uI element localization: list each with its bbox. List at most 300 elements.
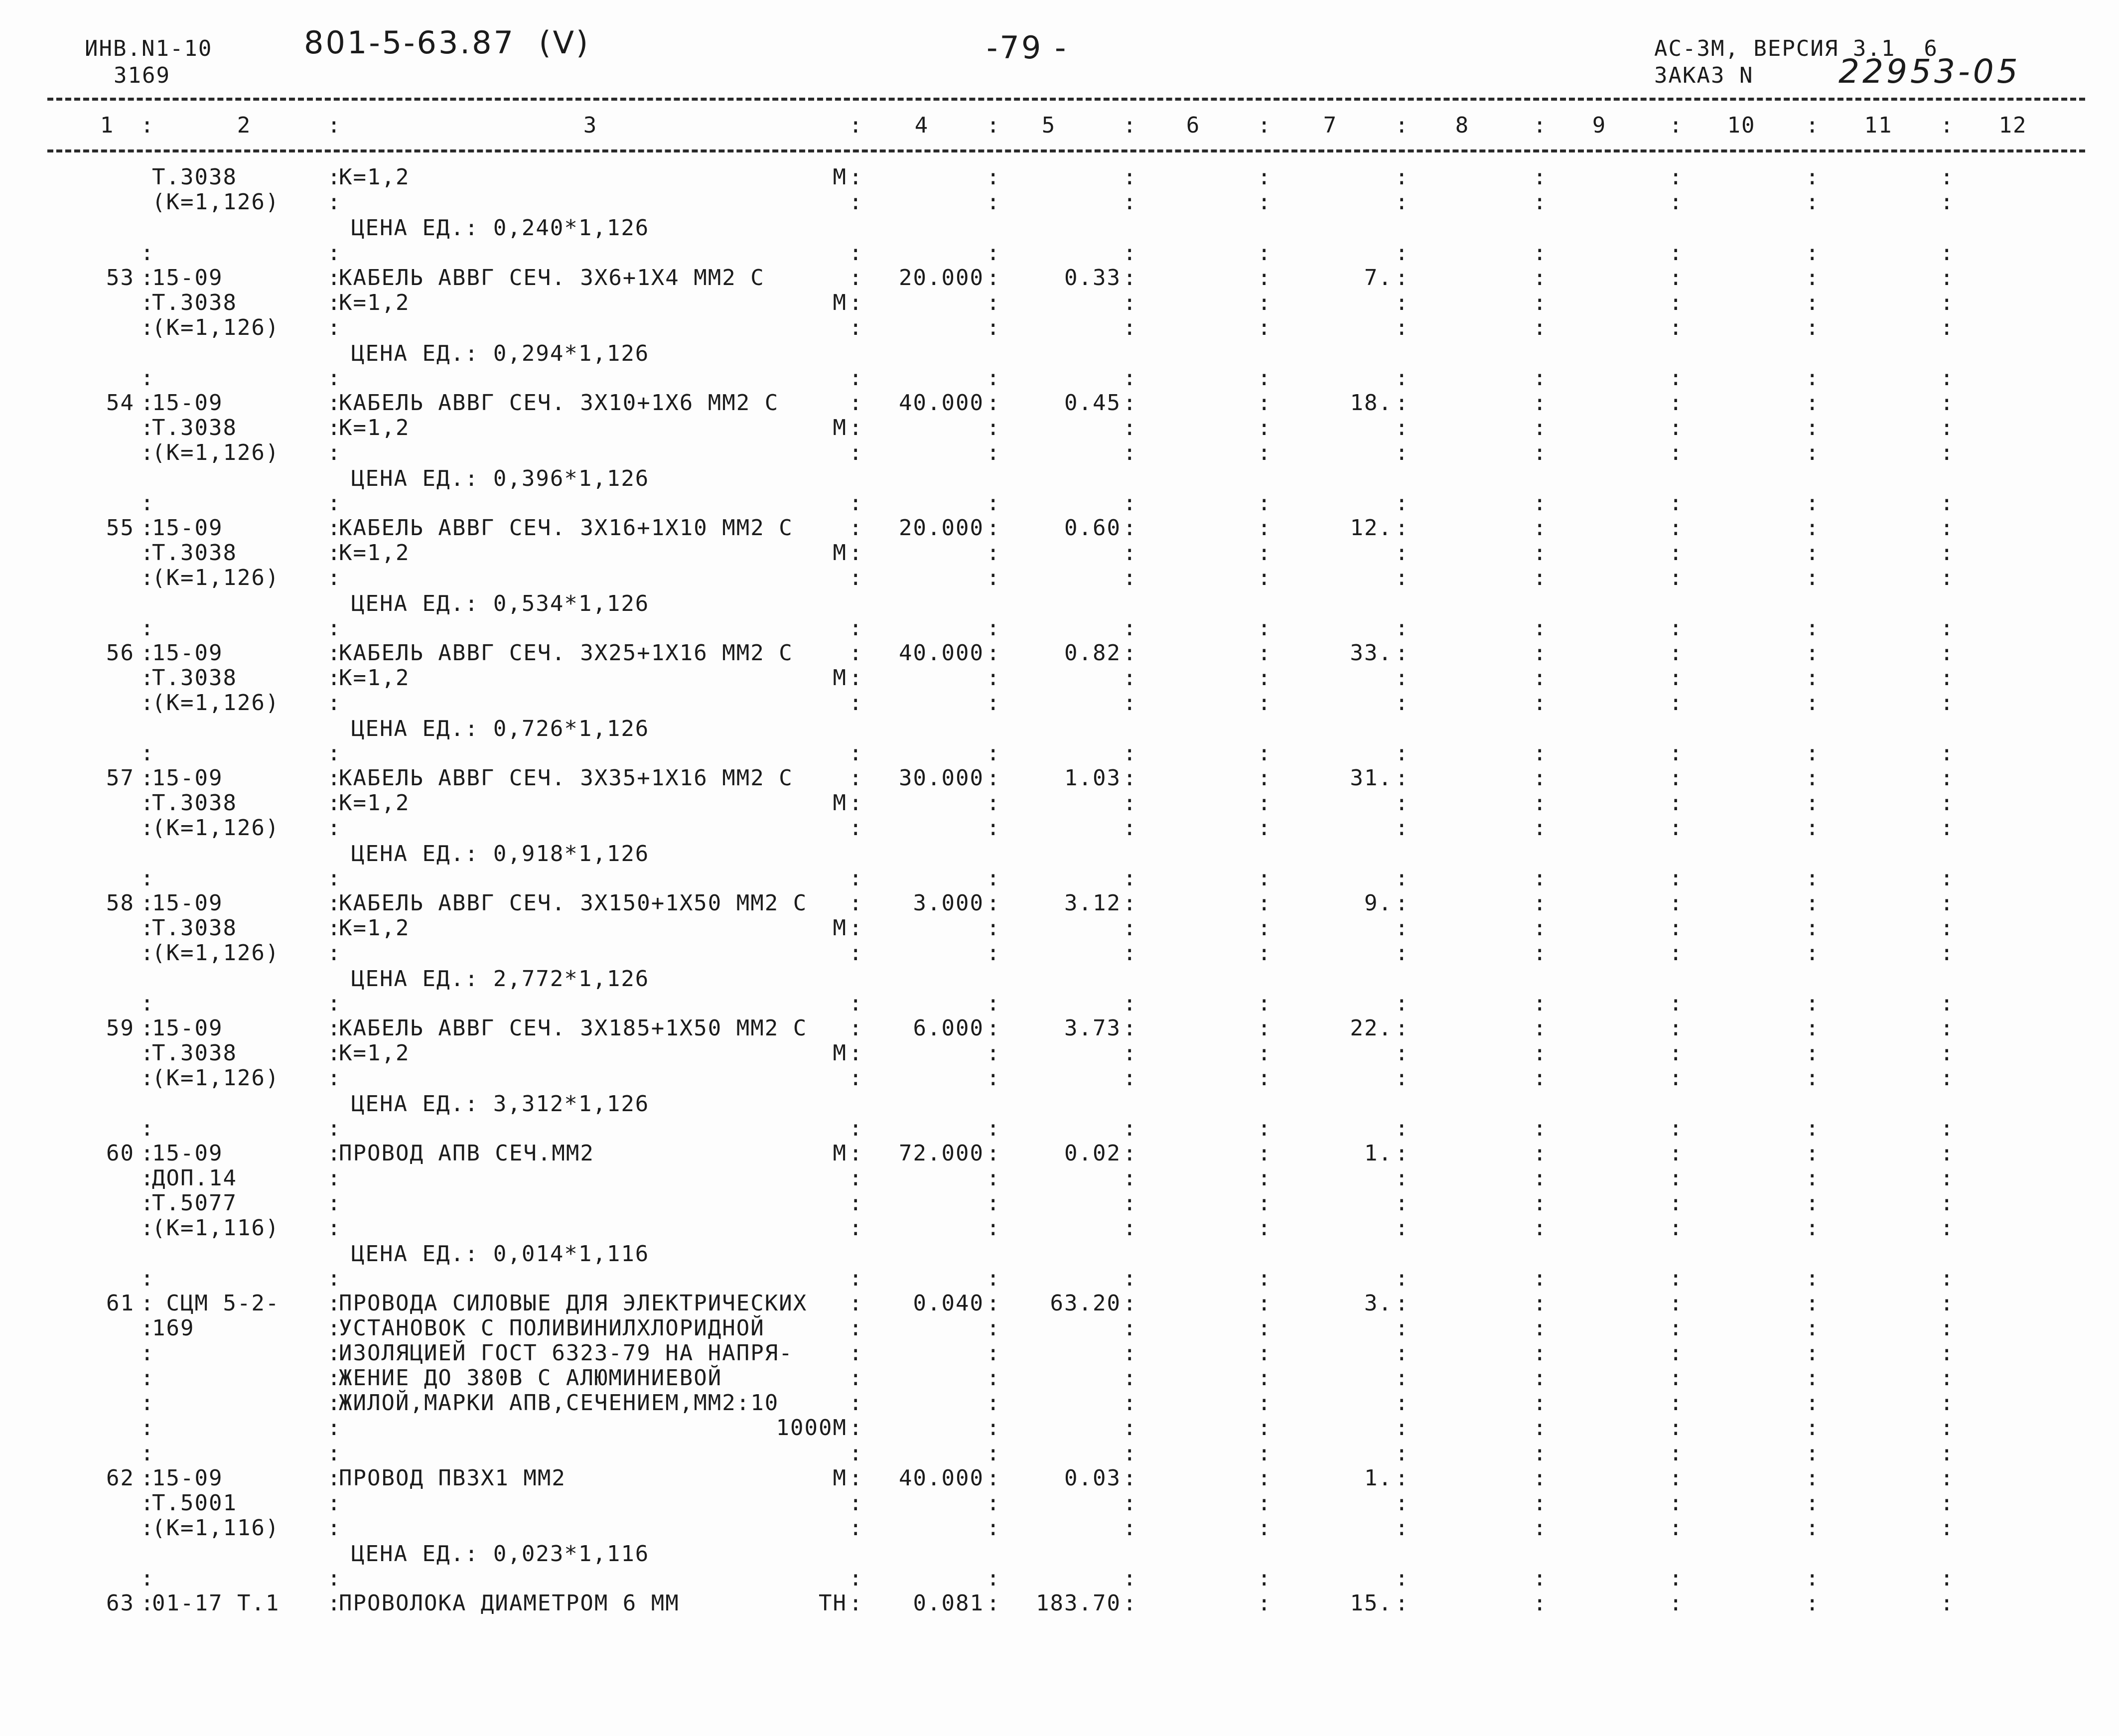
column-separator: : bbox=[1669, 265, 1684, 290]
column-separator: : bbox=[1258, 640, 1272, 666]
column-separator: : bbox=[141, 1490, 155, 1516]
column-separator: : bbox=[1395, 113, 1410, 138]
resource-code: (К=1,126) bbox=[152, 940, 280, 966]
column-separator: : bbox=[987, 1215, 1001, 1241]
column-separator: : bbox=[987, 866, 1001, 891]
column-separator: : bbox=[1123, 490, 1137, 516]
item-description: К=1,2 bbox=[339, 415, 410, 440]
column-separator: : bbox=[1940, 1465, 1955, 1491]
column-header-5: 5 bbox=[1041, 113, 1056, 138]
column-separator: : bbox=[1806, 164, 1820, 190]
column-separator: : bbox=[849, 1566, 863, 1591]
column-separator: : bbox=[327, 1315, 342, 1341]
column-separator: : bbox=[1533, 565, 1548, 590]
column-separator: : bbox=[1940, 440, 1955, 465]
column-separator: : bbox=[1123, 1340, 1137, 1366]
column-separator: : bbox=[1806, 1365, 1820, 1391]
inventory-number: ИНВ.N1-10 bbox=[85, 36, 213, 61]
item-description: ИЗОЛЯЦИЕЙ ГОСТ 6323-79 НА НАПРЯ- bbox=[339, 1340, 793, 1366]
column-separator: : bbox=[987, 1266, 1001, 1291]
item-description: К=1,2 bbox=[339, 1040, 410, 1066]
unit-of-measure: М bbox=[833, 665, 847, 691]
column-separator: : bbox=[1669, 1165, 1684, 1191]
column-separator: : bbox=[987, 1566, 1001, 1591]
column-separator: : bbox=[1533, 690, 1548, 716]
column-separator: : bbox=[1533, 1515, 1548, 1541]
column-separator: : bbox=[141, 1390, 155, 1416]
column-separator: : bbox=[849, 940, 863, 966]
row-number: 57 bbox=[106, 765, 135, 791]
column-separator: : bbox=[1258, 790, 1272, 816]
row-number: 54 bbox=[106, 390, 135, 416]
column-separator: : bbox=[1940, 315, 1955, 340]
column-separator: : bbox=[1669, 1266, 1684, 1291]
column-separator: : bbox=[1258, 1415, 1272, 1441]
column-separator: : bbox=[1669, 1040, 1684, 1066]
column-separator: : bbox=[1123, 1315, 1137, 1341]
unit-price-note: ЦЕНА ЕД.: 0,240*1,126 bbox=[351, 215, 650, 241]
resource-code: Т.5077 bbox=[152, 1190, 237, 1216]
column-separator: : bbox=[1123, 1116, 1137, 1141]
column-separator: : bbox=[327, 315, 342, 340]
column-separator: : bbox=[1669, 1441, 1684, 1466]
column-separator: : bbox=[1940, 815, 1955, 841]
column-separator: : bbox=[1258, 740, 1272, 766]
column-separator: : bbox=[1395, 390, 1410, 416]
column-separator: : bbox=[1940, 740, 1955, 766]
column-separator: : bbox=[1806, 1116, 1820, 1141]
unit-price-note: ЦЕНА ЕД.: 2,772*1,126 bbox=[351, 966, 650, 992]
column-separator: : bbox=[1258, 1566, 1272, 1591]
column-separator: : bbox=[1395, 1040, 1410, 1066]
column-separator: : bbox=[141, 915, 155, 941]
column-separator: : bbox=[1940, 189, 1955, 215]
column-separator: : bbox=[1669, 1515, 1684, 1541]
column-separator: : bbox=[987, 1490, 1001, 1516]
column-separator: : bbox=[849, 1065, 863, 1091]
column-separator: : bbox=[1258, 415, 1272, 440]
column-separator: : bbox=[1258, 490, 1272, 516]
column-separator: : bbox=[1533, 1441, 1548, 1466]
column-separator: : bbox=[849, 415, 863, 440]
column-header-4: 4 bbox=[914, 113, 929, 138]
column-separator: : bbox=[1258, 390, 1272, 416]
column-separator: : bbox=[1669, 415, 1684, 440]
column-separator: : bbox=[1395, 1165, 1410, 1191]
column-separator: : bbox=[987, 890, 1001, 916]
column-separator: : bbox=[849, 1141, 863, 1166]
unit-price: 0.33 bbox=[1064, 265, 1121, 290]
column-separator: : bbox=[141, 113, 155, 138]
column-separator: : bbox=[327, 113, 342, 138]
column-separator: : bbox=[1940, 1165, 1955, 1191]
column-separator: : bbox=[327, 1040, 342, 1066]
column-separator: : bbox=[987, 1591, 1001, 1616]
column-separator: : bbox=[987, 1165, 1001, 1191]
column-separator: : bbox=[141, 1365, 155, 1391]
column-separator: : bbox=[1123, 940, 1137, 966]
column-separator: : bbox=[1940, 690, 1955, 716]
column-separator: : bbox=[1258, 665, 1272, 691]
column-separator: : bbox=[141, 740, 155, 766]
column-separator: : bbox=[1940, 940, 1955, 966]
unit-price: 0.45 bbox=[1064, 390, 1121, 416]
column-separator: : bbox=[1395, 1515, 1410, 1541]
column-separator: : bbox=[849, 790, 863, 816]
column-separator: : bbox=[1123, 1165, 1137, 1191]
column-separator: : bbox=[327, 1365, 342, 1391]
column-separator: : bbox=[141, 866, 155, 891]
resource-code: (К=1,126) bbox=[152, 565, 280, 590]
column-separator: : bbox=[1533, 915, 1548, 941]
column-separator: : bbox=[327, 790, 342, 816]
item-description: ЖЕНИЕ ДО 380В С АЛЮМИНИЕВОЙ bbox=[339, 1365, 722, 1391]
column-separator: : bbox=[1533, 113, 1548, 138]
column-separator: : bbox=[1806, 890, 1820, 916]
resource-code: (К=1,116) bbox=[152, 1215, 280, 1241]
column-separator: : bbox=[1258, 1465, 1272, 1491]
column-separator: : bbox=[1940, 991, 1955, 1016]
column-separator: : bbox=[1669, 113, 1684, 138]
total-cost: 33. bbox=[1350, 640, 1393, 666]
resource-code: (К=1,126) bbox=[152, 189, 280, 215]
item-description: КАБЕЛЬ АВВГ СЕЧ. 3Х10+1Х6 ММ2 С bbox=[339, 390, 779, 416]
column-separator: : bbox=[1806, 1490, 1820, 1516]
column-separator: : bbox=[1533, 1040, 1548, 1066]
column-separator: : bbox=[1395, 1390, 1410, 1416]
column-separator: : bbox=[1533, 440, 1548, 465]
resource-code: (К=1,126) bbox=[152, 690, 280, 716]
column-separator: : bbox=[849, 390, 863, 416]
column-separator: : bbox=[1395, 490, 1410, 516]
column-separator: : bbox=[1258, 1065, 1272, 1091]
column-separator: : bbox=[1940, 415, 1955, 440]
column-separator: : bbox=[1395, 866, 1410, 891]
resource-code: СЦМ 5-2- bbox=[152, 1291, 280, 1316]
column-separator: : bbox=[1123, 1215, 1137, 1241]
column-separator: : bbox=[1806, 790, 1820, 816]
column-separator: : bbox=[1258, 365, 1272, 391]
column-separator: : bbox=[1806, 1291, 1820, 1316]
column-separator: : bbox=[1123, 1566, 1137, 1591]
unit-of-measure: М bbox=[833, 540, 847, 566]
column-separator: : bbox=[849, 1415, 863, 1441]
column-separator: : bbox=[1806, 315, 1820, 340]
column-separator: : bbox=[849, 991, 863, 1016]
column-separator: : bbox=[1258, 991, 1272, 1016]
column-separator: : bbox=[1395, 1365, 1410, 1391]
column-separator: : bbox=[1258, 1015, 1272, 1041]
column-separator: : bbox=[1258, 1190, 1272, 1216]
column-separator: : bbox=[1395, 665, 1410, 691]
column-separator: : bbox=[1940, 1441, 1955, 1466]
column-separator: : bbox=[849, 365, 863, 391]
item-description: К=1,2 bbox=[339, 790, 410, 816]
column-separator: : bbox=[849, 1591, 863, 1616]
resource-code: 15-09 bbox=[152, 765, 223, 791]
column-separator: : bbox=[1123, 890, 1137, 916]
column-separator: : bbox=[141, 1515, 155, 1541]
column-separator: : bbox=[141, 415, 155, 440]
column-separator: : bbox=[1123, 866, 1137, 891]
column-separator: : bbox=[1669, 740, 1684, 766]
column-separator: : bbox=[1533, 991, 1548, 1016]
column-separator: : bbox=[1395, 1490, 1410, 1516]
column-separator: : bbox=[1258, 815, 1272, 841]
column-separator: : bbox=[1533, 540, 1548, 566]
column-separator: : bbox=[1123, 991, 1137, 1016]
column-separator: : bbox=[987, 1190, 1001, 1216]
total-cost: 15. bbox=[1350, 1591, 1393, 1616]
column-separator: : bbox=[1258, 1291, 1272, 1316]
column-separator: : bbox=[1123, 365, 1137, 391]
column-separator: : bbox=[1395, 540, 1410, 566]
column-separator: : bbox=[327, 164, 342, 190]
column-separator: : bbox=[1123, 1365, 1137, 1391]
column-separator: : bbox=[1395, 415, 1410, 440]
item-description: К=1,2 bbox=[339, 290, 410, 315]
column-separator: : bbox=[1123, 1190, 1137, 1216]
resource-code: 15-09 bbox=[152, 640, 223, 666]
column-separator: : bbox=[1806, 640, 1820, 666]
column-separator: : bbox=[1940, 113, 1955, 138]
column-header-12: 12 bbox=[1998, 113, 2027, 138]
column-header-1: 1 bbox=[100, 113, 115, 138]
column-separator: : bbox=[1806, 991, 1820, 1016]
column-separator: : bbox=[1940, 1266, 1955, 1291]
row-number: 62 bbox=[106, 1465, 135, 1491]
unit-price-note: ЦЕНА ЕД.: 0,726*1,126 bbox=[351, 716, 650, 741]
column-separator: : bbox=[849, 1390, 863, 1416]
column-separator: : bbox=[1258, 1515, 1272, 1541]
column-separator: : bbox=[1533, 1165, 1548, 1191]
column-separator: : bbox=[1806, 1515, 1820, 1541]
column-separator: : bbox=[141, 815, 155, 841]
row-number: 60 bbox=[106, 1141, 135, 1166]
column-separator: : bbox=[987, 415, 1001, 440]
unit-price: 3.73 bbox=[1064, 1015, 1121, 1041]
item-description: ЖИЛОЙ,МАРКИ АПВ,СЕЧЕНИЕМ,ММ2:10 bbox=[339, 1390, 779, 1416]
column-header-8: 8 bbox=[1455, 113, 1470, 138]
column-separator: : bbox=[1258, 290, 1272, 315]
column-separator: : bbox=[987, 164, 1001, 190]
column-separator: : bbox=[1123, 1266, 1137, 1291]
quantity: 30.000 bbox=[899, 765, 984, 791]
column-separator: : bbox=[1123, 915, 1137, 941]
column-separator: : bbox=[141, 1340, 155, 1366]
column-separator: : bbox=[141, 1215, 155, 1241]
item-description: К=1,2 bbox=[339, 665, 410, 691]
column-separator: : bbox=[1533, 1365, 1548, 1391]
column-separator: : bbox=[1806, 1065, 1820, 1091]
column-separator: : bbox=[1669, 1215, 1684, 1241]
column-separator: : bbox=[1258, 1490, 1272, 1516]
column-separator: : bbox=[1533, 1490, 1548, 1516]
column-separator: : bbox=[987, 1141, 1001, 1166]
column-separator: : bbox=[1258, 189, 1272, 215]
quantity: 72.000 bbox=[899, 1141, 984, 1166]
column-separator: : bbox=[987, 1515, 1001, 1541]
column-separator: : bbox=[1940, 565, 1955, 590]
item-description: К=1,2 bbox=[339, 164, 410, 190]
unit-of-measure: М bbox=[833, 1465, 847, 1491]
column-separator: : bbox=[141, 1165, 155, 1191]
column-separator: : bbox=[1258, 890, 1272, 916]
column-separator: : bbox=[327, 365, 342, 391]
column-separator: : bbox=[1669, 1015, 1684, 1041]
resource-code: (К=1,126) bbox=[152, 315, 280, 340]
unit-of-measure: М bbox=[833, 1040, 847, 1066]
column-separator: : bbox=[1940, 290, 1955, 315]
column-separator: : bbox=[1533, 866, 1548, 891]
item-description: ПРОВОЛОКА ДИАМЕТРОМ 6 ММ bbox=[339, 1591, 680, 1616]
column-separator: : bbox=[849, 640, 863, 666]
resource-code: 169 bbox=[152, 1315, 195, 1341]
column-separator: : bbox=[987, 991, 1001, 1016]
column-separator: : bbox=[1806, 866, 1820, 891]
column-separator: : bbox=[1258, 113, 1272, 138]
column-separator: : bbox=[327, 615, 342, 641]
column-separator: : bbox=[849, 1165, 863, 1191]
column-separator: : bbox=[141, 515, 155, 541]
unit-price-note: ЦЕНА ЕД.: 0,023*1,116 bbox=[351, 1541, 650, 1567]
column-separator: : bbox=[327, 640, 342, 666]
column-separator: : bbox=[1395, 365, 1410, 391]
column-separator: : bbox=[1395, 640, 1410, 666]
column-separator: : bbox=[1940, 1141, 1955, 1166]
column-separator: : bbox=[1533, 1315, 1548, 1341]
column-separator: : bbox=[987, 440, 1001, 465]
column-separator: : bbox=[1123, 540, 1137, 566]
total-cost: 7. bbox=[1364, 265, 1393, 290]
column-separator: : bbox=[141, 890, 155, 916]
column-separator: : bbox=[1395, 1315, 1410, 1341]
column-separator: : bbox=[1123, 290, 1137, 315]
column-separator: : bbox=[1669, 1291, 1684, 1316]
column-separator: : bbox=[1806, 1190, 1820, 1216]
column-separator: : bbox=[1533, 1015, 1548, 1041]
column-separator: : bbox=[1395, 890, 1410, 916]
column-separator: : bbox=[1123, 1390, 1137, 1416]
column-separator: : bbox=[1395, 1215, 1410, 1241]
column-separator: : bbox=[987, 565, 1001, 590]
column-separator: : bbox=[1940, 915, 1955, 941]
column-separator: : bbox=[327, 1291, 342, 1316]
column-separator: : bbox=[849, 440, 863, 465]
column-separator: : bbox=[1533, 940, 1548, 966]
column-separator: : bbox=[1806, 1015, 1820, 1041]
item-description: ПРОВОДА СИЛОВЫЕ ДЛЯ ЭЛЕКТРИЧЕСКИХ bbox=[339, 1291, 808, 1316]
column-separator: : bbox=[1669, 640, 1684, 666]
column-separator: : bbox=[1395, 940, 1410, 966]
unit-price: 63.20 bbox=[1050, 1291, 1121, 1316]
column-separator: : bbox=[1533, 1291, 1548, 1316]
column-separator: : bbox=[141, 1415, 155, 1441]
column-separator: : bbox=[1669, 440, 1684, 465]
column-separator: : bbox=[987, 665, 1001, 691]
resource-code: 15-09 bbox=[152, 1465, 223, 1491]
column-separator: : bbox=[849, 565, 863, 590]
column-separator: : bbox=[1669, 189, 1684, 215]
column-separator: : bbox=[1669, 565, 1684, 590]
column-separator: : bbox=[327, 290, 342, 315]
column-separator: : bbox=[1258, 1266, 1272, 1291]
column-separator: : bbox=[1533, 415, 1548, 440]
column-separator: : bbox=[1395, 1116, 1410, 1141]
column-separator: : bbox=[1669, 290, 1684, 315]
column-separator: : bbox=[1533, 1566, 1548, 1591]
column-separator: : bbox=[1123, 1015, 1137, 1041]
column-separator: : bbox=[849, 164, 863, 190]
column-separator: : bbox=[141, 540, 155, 566]
unit-price-note: ЦЕНА ЕД.: 0,294*1,126 bbox=[351, 341, 650, 366]
row-number: 56 bbox=[106, 640, 135, 666]
column-separator: : bbox=[1123, 1515, 1137, 1541]
column-separator: : bbox=[1123, 740, 1137, 766]
column-separator: : bbox=[1940, 515, 1955, 541]
column-separator: : bbox=[1533, 365, 1548, 391]
column-separator: : bbox=[849, 1365, 863, 1391]
row-number: 55 bbox=[106, 515, 135, 541]
resource-code: Т.3038 bbox=[152, 415, 237, 440]
column-separator: : bbox=[1669, 1490, 1684, 1516]
column-separator: : bbox=[849, 615, 863, 641]
column-separator: : bbox=[141, 615, 155, 641]
column-separator: : bbox=[1806, 665, 1820, 691]
item-description: ПРОВОД ПВ3Х1 ММ2 bbox=[339, 1465, 566, 1491]
column-separator: : bbox=[141, 1591, 155, 1616]
column-separator: : bbox=[1395, 991, 1410, 1016]
column-separator: : bbox=[1940, 1291, 1955, 1316]
column-separator: : bbox=[849, 1490, 863, 1516]
column-separator: : bbox=[141, 290, 155, 315]
column-separator: : bbox=[141, 790, 155, 816]
column-separator: : bbox=[1806, 1591, 1820, 1616]
column-separator: : bbox=[1258, 1441, 1272, 1466]
column-header-10: 10 bbox=[1727, 113, 1756, 138]
column-separator: : bbox=[1123, 265, 1137, 290]
column-separator: : bbox=[1940, 765, 1955, 791]
column-separator: : bbox=[987, 189, 1001, 215]
column-separator: : bbox=[327, 565, 342, 590]
column-separator: : bbox=[1940, 890, 1955, 916]
column-separator: : bbox=[1258, 515, 1272, 541]
column-separator: : bbox=[1123, 1040, 1137, 1066]
column-separator: : bbox=[141, 1266, 155, 1291]
column-separator: : bbox=[327, 915, 342, 941]
column-separator: : bbox=[987, 740, 1001, 766]
column-separator: : bbox=[1940, 640, 1955, 666]
column-separator: : bbox=[849, 515, 863, 541]
column-separator: : bbox=[849, 540, 863, 566]
column-separator: : bbox=[1806, 1441, 1820, 1466]
column-separator: : bbox=[1940, 790, 1955, 816]
column-separator: : bbox=[141, 1315, 155, 1341]
column-separator: : bbox=[141, 315, 155, 340]
column-separator: : bbox=[1940, 1190, 1955, 1216]
column-separator: : bbox=[1123, 815, 1137, 841]
column-separator: : bbox=[1806, 515, 1820, 541]
column-separator: : bbox=[1669, 815, 1684, 841]
column-separator: : bbox=[849, 490, 863, 516]
column-separator: : bbox=[1395, 615, 1410, 641]
column-separator: : bbox=[987, 1315, 1001, 1341]
column-separator: : bbox=[141, 390, 155, 416]
column-separator: : bbox=[987, 915, 1001, 941]
column-separator: : bbox=[987, 365, 1001, 391]
column-separator: : bbox=[1806, 290, 1820, 315]
column-separator: : bbox=[1806, 1340, 1820, 1366]
